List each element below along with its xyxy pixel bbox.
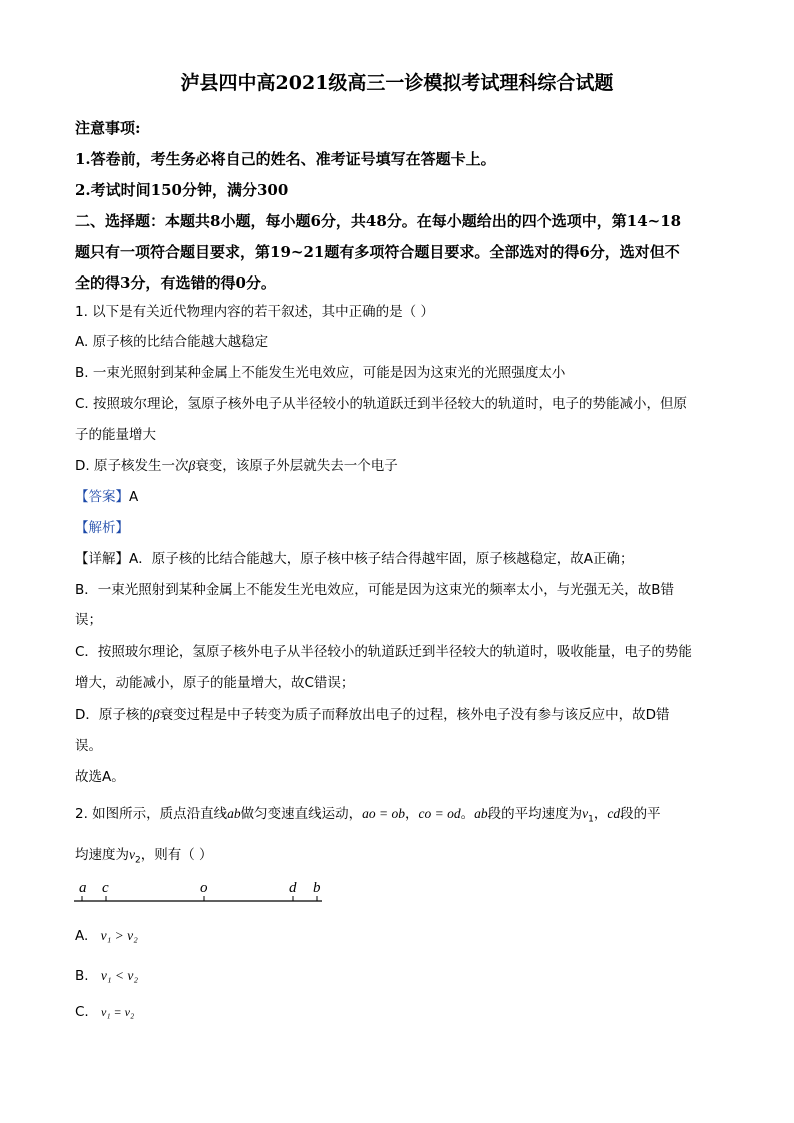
detail-line-3: 误；: [75, 612, 102, 628]
q2-text: 段的平均速度为: [487, 806, 583, 822]
q2-eq-co-od: co = od: [418, 806, 461, 821]
notice-heading: 注意事项:: [75, 119, 141, 137]
notice-item-1: 1.答卷前，考生务必将自己的姓名、准考证号填写在答题卡上。: [75, 150, 496, 168]
beta-symbol: β: [188, 458, 196, 473]
notice-item-2: 2.考试时间150分钟，满分300: [75, 181, 289, 199]
analysis-tag: 【解析】: [75, 520, 129, 536]
q1-option-c-line-2: 子的能量增大: [75, 427, 156, 443]
label-a: a: [79, 880, 87, 896]
page-title: 泸县四中高2021级高三一诊模拟考试理科综合试题: [180, 72, 614, 94]
q2-line-figure: [70, 876, 330, 910]
q2-option-c: [75, 1004, 134, 1020]
q2-text: ，: [405, 806, 419, 822]
q1-option-c-line-1: C. 按照玻尔理论，氢原子核外电子从半径较小的轨道跃迁到半径较大的轨道时，电子的势能减小，但原: [75, 396, 688, 412]
detail-line-5: 增大，动能减小，原子的能量增大，故C错误；: [75, 675, 355, 691]
q2-var-v2: v: [129, 847, 135, 862]
q2-option-b: [75, 968, 138, 984]
q2-text: 做匀变速直线运动，: [240, 806, 363, 822]
option-math: v₁ > v₂: [100, 928, 138, 943]
q2-text: ，则有（ ）: [140, 847, 213, 863]
detail-line-6: [75, 703, 670, 723]
detail-line-6-post: 衰变过程是中子转变为质子而释放出电子的过程，核外电子没有参与该反应中，故D错: [159, 707, 670, 723]
q2-option-a: [75, 928, 138, 944]
q1-option-a: A. 原子核的比结合能越大越稳定: [75, 334, 269, 350]
section-instructions-line-3: 全的得3分，有选错的得0分。: [75, 274, 276, 292]
section-instructions-line-1: 二、选择题：本题共8小题，每小题6分，共48分。在每小题给出的四个选项中，第14~18: [75, 212, 682, 230]
detail-line-4: C．按照玻尔理论，氢原子核外电子从半径较小的轨道跃迁到半径较大的轨道时，吸收能量，电子的势能: [75, 644, 692, 660]
q2-text: 。: [460, 806, 475, 822]
q1-stem: 1. 以下是有关近代物理内容的若干叙述，其中正确的是（ ）: [75, 304, 434, 320]
q2-var-v1: v: [582, 806, 589, 821]
conclusion: 故选A。: [75, 769, 125, 785]
q1-option-d-post: 衰变，该原子外层就失去一个电子: [195, 458, 398, 474]
answer-value: A: [129, 489, 139, 505]
answer-tag: 【答案】: [75, 489, 129, 505]
option-label: B.: [75, 968, 89, 984]
q2-text: 段的平: [620, 806, 661, 822]
q2-text: ，: [593, 806, 608, 822]
q2-sub: 1: [588, 814, 594, 825]
detail-line-1: 【详解】A．原子核的比结合能越大，原子核中核子结合得越牢固，原子核越稳定，故A正确；: [75, 551, 634, 567]
beta-symbol: β: [152, 707, 160, 722]
detail-line-2: B．一束光照射到某种金属上不能发生光电效应，可能是因为这束光的频率太小，与光强无关，故B错: [75, 582, 675, 598]
q2-text: 2. 如图所示，质点沿直线: [75, 806, 228, 822]
q2-text: 均速度为: [75, 847, 129, 863]
option-label: C.: [75, 1004, 89, 1020]
q1-option-b: B. 一束光照射到某种金属上不能发生光电效应，可能是因为这束光的光照强度太小: [75, 365, 566, 381]
detail-line-7: 误。: [75, 738, 102, 754]
label-b: b: [313, 880, 321, 896]
answer-line: [75, 485, 138, 505]
q2-var-ab: ab: [474, 806, 488, 821]
q2-stem-line-1: [75, 802, 661, 825]
q1-option-d: [75, 454, 398, 474]
q2-var-cd: cd: [607, 806, 621, 821]
label-d: d: [289, 880, 297, 896]
q2-eq-ao-ob: ao = ob: [362, 806, 406, 821]
option-math: v₁ = v₂: [101, 1005, 135, 1019]
option-label: A.: [75, 928, 89, 944]
label-c: c: [102, 880, 109, 896]
label-o: o: [200, 880, 208, 896]
option-math: v₁ < v₂: [100, 968, 139, 983]
q1-option-d-pre: D. 原子核发生一次: [75, 458, 189, 474]
section-instructions-line-2: 题只有一项符合题目要求，第19~21题有多项符合题目要求。全部选对的得6分，选对但不: [75, 243, 680, 261]
detail-line-6-pre: D．原子核的: [75, 707, 153, 723]
q2-sub: 2: [135, 855, 141, 866]
q2-var-ab: ab: [227, 806, 241, 821]
q2-stem-line-2: [75, 843, 213, 866]
